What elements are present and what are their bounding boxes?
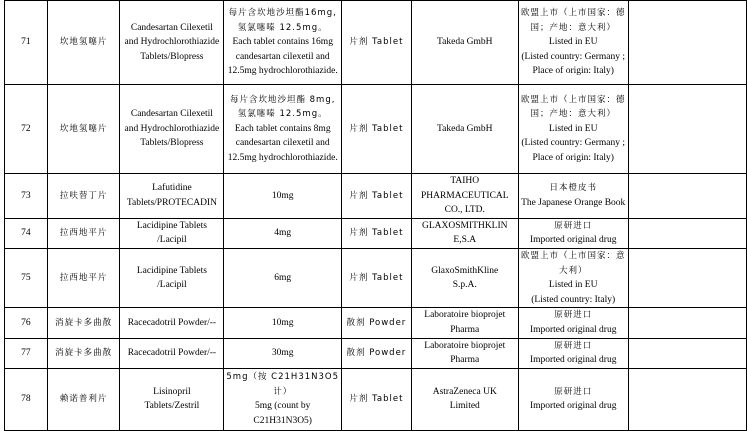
specification-line: 计） [273, 386, 293, 397]
dosage-form: 散剂 Powder [342, 308, 412, 338]
specification-line: candesartan cilexetil and [235, 138, 330, 149]
specification [224, 174, 342, 219]
drug-name-en [120, 338, 224, 368]
dosage-form: 散剂 Powder [342, 338, 412, 368]
listing-status-line: 大利） [558, 265, 588, 276]
listing-status-line: Imported original drug [529, 355, 617, 366]
drug-name-en-line: /Lacipil [157, 280, 187, 291]
specification-line: Each tablet contains 8mg [234, 123, 331, 134]
table-row [5, 218, 747, 248]
table-row [5, 1, 747, 85]
drug-name-en-line: Tablets/Zestril [144, 401, 200, 412]
drug-name-en [120, 368, 224, 430]
specification [224, 308, 342, 338]
empty-cell [628, 85, 746, 174]
drug-name-en-line: /Lacipil [157, 235, 187, 246]
company-line: AstraZeneca UK [432, 386, 497, 397]
drug-name-en-line: Lisinopril [153, 386, 191, 397]
company-line: Takeda GmbH [437, 123, 493, 134]
specification-line: 10mg [271, 317, 294, 328]
drug-name-cn: 拉西地平片 [47, 248, 120, 307]
listing-status-line: Imported original drug [529, 401, 617, 412]
listing-status-line: 日本橙皮书 [549, 183, 597, 194]
drug-table [4, 0, 747, 431]
row-number: 75 [5, 248, 48, 307]
dosage-form: 片剂 Tablet [342, 174, 412, 219]
company [411, 218, 518, 248]
company-line: Limited [449, 401, 480, 412]
row-number: 74 [5, 218, 48, 248]
company [411, 248, 518, 307]
listing-status-line: Listed in EU [548, 123, 598, 134]
company-line: Laboratoire bioprojet [424, 340, 506, 351]
company-line: TAIHO [450, 176, 480, 186]
drug-name-cn: 消旋卡多曲散 [47, 308, 120, 338]
company [411, 368, 518, 430]
drug-name-cn: 拉西地平片 [47, 218, 120, 248]
listing-status [518, 368, 628, 430]
specification-line: 每片含坎地沙坦酯16mg, [228, 8, 337, 19]
drug-name-en [120, 218, 224, 248]
table-row [5, 308, 747, 338]
company [411, 1, 518, 85]
company-line: PHARMACEUTICAL [420, 190, 509, 201]
dosage-form: 片剂 Tablet [342, 1, 412, 85]
drug-name-en [120, 308, 224, 338]
specification [224, 248, 342, 307]
drug-name-en-line: Racecadotril Powder/-- [127, 347, 217, 358]
specification-line: C21H31N3O5) [253, 415, 312, 426]
company-line: Pharma [450, 324, 480, 335]
listing-status-line: 原研进口 [554, 340, 593, 351]
listing-status [518, 248, 628, 307]
row-number: 73 [5, 174, 48, 219]
specification-line: 12.5mg hydrochlorothiazide. [227, 152, 338, 163]
specification [224, 85, 342, 174]
row-number: 77 [5, 338, 48, 368]
specification-line: 30mg [271, 347, 294, 358]
table-row [5, 85, 747, 174]
listing-status-line: Place of origin: Italy) [532, 66, 614, 77]
company-line: Pharma [450, 355, 480, 366]
listing-status-line: 原研进口 [554, 386, 593, 397]
listing-status [518, 218, 628, 248]
row-number: 78 [5, 368, 48, 430]
drug-name-en-line: Lacidipine Tablets [136, 265, 207, 276]
specification [224, 338, 342, 368]
drug-name-en-line: Candesartan Cilexetil [130, 109, 213, 120]
dosage-form: 片剂 Tablet [342, 248, 412, 307]
listing-status-line: Listed in EU [548, 37, 598, 48]
listing-status-line: Imported original drug [529, 235, 617, 246]
listing-status [518, 338, 628, 368]
specification-line: Each tablet contains 16mg [232, 37, 333, 48]
listing-status-line: (Listed country: Italy) [531, 294, 616, 305]
listing-status-line: 国；产地：意大利） [530, 22, 616, 33]
empty-cell [628, 1, 746, 85]
listing-status-line: (Listed country: Germany ; [521, 51, 626, 62]
empty-cell [628, 338, 746, 368]
company-line: GlaxoSmithKline [431, 265, 499, 276]
drug-name-en-line: Racecadotril Powder/-- [127, 317, 217, 328]
drug-name-en-line: and Hydrochlorothiazide [124, 123, 220, 134]
listing-status-line: Listed in EU [548, 280, 598, 291]
listing-status [518, 1, 628, 85]
specification-line: 4mg [274, 228, 292, 239]
empty-cell [628, 218, 746, 248]
company-line: S.p.A. [452, 280, 477, 291]
company-line: E,S.A [453, 235, 477, 246]
drug-name-cn: 坎地氢噻片 [47, 85, 120, 174]
listing-status [518, 85, 628, 174]
specification [224, 218, 342, 248]
empty-cell [628, 174, 746, 219]
specification-line: 氢氯噻嗪 12.5mg。 [237, 109, 328, 120]
listing-status-line: (Listed country: Germany ; [521, 138, 626, 149]
drug-name-en-line: Candesartan Cilexetil [130, 22, 213, 33]
table-body [5, 1, 747, 431]
row-number: 71 [5, 1, 48, 85]
drug-name-en-line: Lafutidine [152, 183, 192, 194]
drug-name-cn: 消旋卡多曲散 [47, 338, 120, 368]
specification-line: 6mg [274, 272, 292, 283]
company-line: Takeda GmbH [437, 37, 493, 48]
specification-line: candesartan cilexetil and [235, 51, 330, 62]
company-line: GLAXOSMITHKLIN [422, 220, 508, 231]
drug-name-en [120, 85, 224, 174]
specification-line: 氢氯噻嗪 12.5mg。 [237, 22, 328, 33]
drug-name-en-line: Tablets/Blopress [140, 51, 204, 62]
table-row [5, 368, 747, 430]
listing-status-line: Imported original drug [529, 324, 617, 335]
table-row [5, 248, 747, 307]
listing-status-line: 欧盟上市（上市国家：德 [520, 8, 626, 19]
specification [224, 368, 342, 430]
listing-status [518, 308, 628, 338]
drug-name-cn: 赖诺普利片 [47, 368, 120, 430]
drug-name-en [120, 174, 224, 219]
dosage-form: 片剂 Tablet [342, 85, 412, 174]
specification-line: 10mg [271, 190, 294, 201]
row-number: 72 [5, 85, 48, 174]
company-line: CO., LTD. [444, 205, 485, 216]
listing-status [518, 174, 628, 219]
company [411, 308, 518, 338]
drug-name-cn: 坎地氢噻片 [47, 1, 120, 85]
dosage-form: 片剂 Tablet [342, 218, 412, 248]
listing-status-line: The Japanese Orange Book [521, 197, 626, 208]
listing-status-line: 欧盟上市（上市国家：德 [520, 94, 626, 105]
listing-status-line: 国；产地：意大利） [530, 109, 616, 120]
listing-status-line: Place of origin: Italy) [532, 152, 614, 163]
drug-name-cn: 拉呋替丁片 [47, 174, 120, 219]
empty-cell [628, 368, 746, 430]
drug-name-en-line: Tablets/PROTECADIN [126, 197, 217, 208]
drug-name-en [120, 1, 224, 85]
empty-cell [628, 308, 746, 338]
listing-status-line: 原研进口 [554, 220, 593, 231]
empty-cell [628, 248, 746, 307]
row-number: 76 [5, 308, 48, 338]
specification-line: 12.5mg hydrochlorothiazide. [227, 66, 338, 77]
drug-name-en [120, 248, 224, 307]
company [411, 174, 518, 219]
specification-line: 5mg（按 C21H31N3O5 [226, 372, 339, 383]
table-row [5, 338, 747, 368]
listing-status-line: 欧盟上市（上市国家：意 [520, 250, 626, 261]
drug-name-en-line: Lacidipine Tablets [136, 220, 207, 231]
drug-name-en-line: and Hydrochlorothiazide [124, 37, 220, 48]
specification-line: 每片含坎地沙坦酯 8mg, [229, 94, 336, 105]
table-row [5, 174, 747, 219]
specification-line: 5mg (count by [254, 401, 311, 412]
listing-status-line: 原研进口 [554, 310, 593, 321]
dosage-form: 片剂 Tablet [342, 368, 412, 430]
specification [224, 1, 342, 85]
drug-name-en-line: Tablets/Blopress [140, 138, 204, 149]
company [411, 85, 518, 174]
company [411, 338, 518, 368]
company-line: Laboratoire bioprojet [424, 310, 506, 321]
